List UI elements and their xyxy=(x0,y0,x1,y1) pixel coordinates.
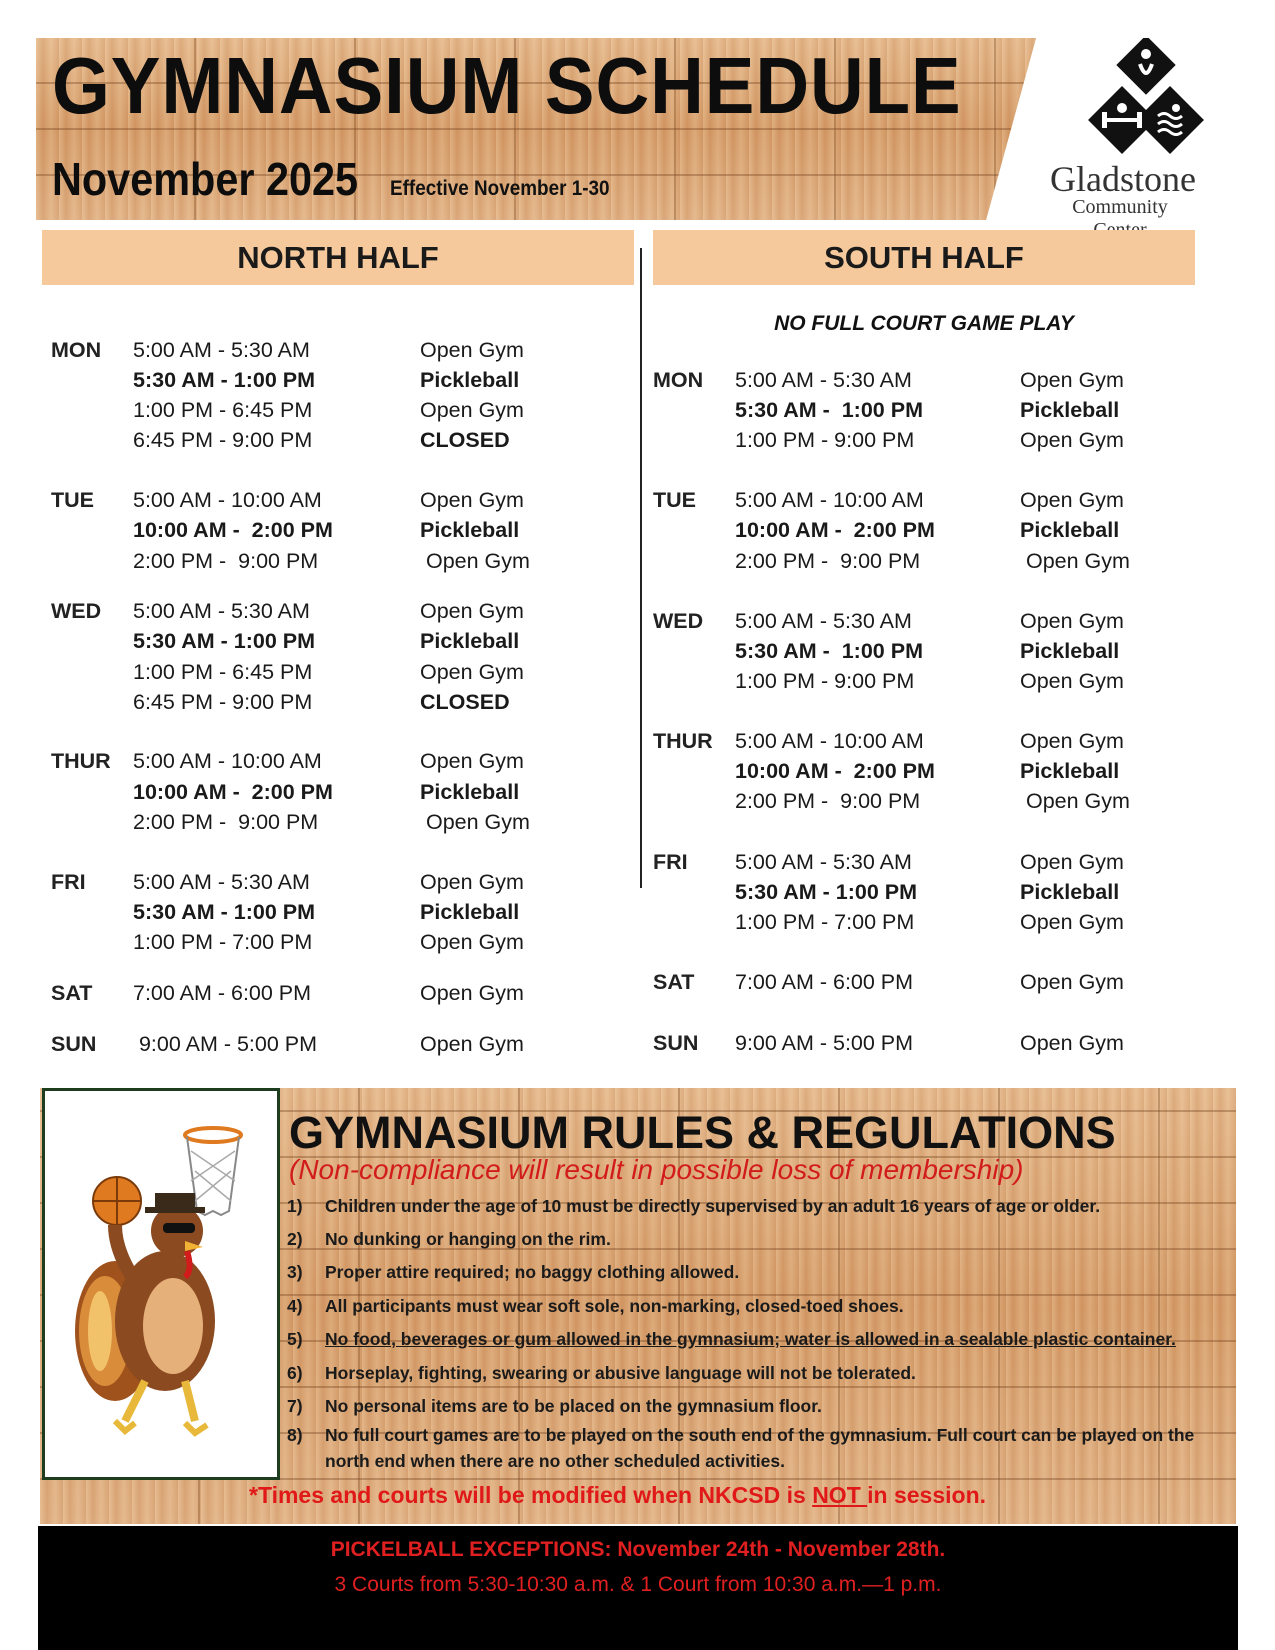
activity: Open Gym xyxy=(420,488,524,512)
rule-item xyxy=(287,1363,916,1384)
day-label-sat: SAT xyxy=(51,981,93,1005)
time-range: 2:00 PM - 9:00 PM xyxy=(133,549,319,573)
activity: Open Gym xyxy=(1020,729,1124,753)
time-range: 5:00 AM - 5:30 AM xyxy=(133,870,310,894)
activity: Pickleball xyxy=(1020,518,1120,542)
rule-item xyxy=(287,1425,1194,1446)
times-note-not: NOT xyxy=(812,1482,868,1508)
day-label-tue: TUE xyxy=(51,488,94,512)
time-range: 5:30 AM - 1:00 PM xyxy=(133,629,316,653)
activity: Open Gym xyxy=(420,549,530,573)
pickleball-exceptions-detail: 3 Courts from 5:30-10:30 a.m. & 1 Court from 10:30 a.m.—1 p.m. xyxy=(334,1573,942,1596)
activity: Pickleball xyxy=(1020,759,1120,783)
activity: Open Gym xyxy=(420,338,524,362)
rule-item xyxy=(287,1296,904,1317)
column-divider xyxy=(640,248,642,888)
page-title: GYMNASIUM SCHEDULE xyxy=(52,41,962,130)
activity: Open Gym xyxy=(1020,609,1124,633)
time-range: 5:00 AM - 5:30 AM xyxy=(133,338,310,362)
activity: Open Gym xyxy=(420,660,524,684)
time-range: 2:00 PM - 9:00 PM xyxy=(133,810,319,834)
activity: Open Gym xyxy=(1020,368,1124,392)
rule-number: 3) xyxy=(287,1262,303,1282)
time-range: 1:00 PM - 6:45 PM xyxy=(133,398,313,422)
activity: CLOSED xyxy=(420,428,510,452)
rule-text: Children under the age of 10 must be directly supervised by an adult 16 years of age or older. xyxy=(325,1196,1101,1216)
activity: Pickleball xyxy=(1020,398,1120,422)
time-range: 1:00 PM - 7:00 PM xyxy=(735,910,915,934)
activity: Open Gym xyxy=(420,749,524,773)
day-label-wed: WED xyxy=(51,599,102,623)
activity: Pickleball xyxy=(1020,880,1120,904)
rule-text: No personal items are to be placed on the gymnasium floor. xyxy=(325,1396,822,1416)
south-note: NO FULL COURT GAME PLAY xyxy=(774,312,1074,335)
activity: Open Gym xyxy=(420,810,530,834)
day-label-thur: THUR xyxy=(51,749,111,773)
activity: Pickleball xyxy=(420,368,520,392)
time-range: 5:30 AM - 1:00 PM xyxy=(133,900,316,924)
south-half-heading: SOUTH HALF xyxy=(653,230,1195,285)
time-range: 1:00 PM - 9:00 PM xyxy=(735,428,915,452)
time-range: 2:00 PM - 9:00 PM xyxy=(735,549,921,573)
rule-item xyxy=(287,1451,785,1472)
rule-number: 8) xyxy=(287,1425,303,1445)
month-title: November 2025 xyxy=(52,153,359,205)
rule-number: 1) xyxy=(287,1196,303,1216)
rule-item xyxy=(287,1262,739,1283)
activity: Pickleball xyxy=(420,900,520,924)
activity: Open Gym xyxy=(1020,549,1130,573)
activity: Open Gym xyxy=(1020,1031,1124,1055)
logo-subtitle: Community xyxy=(1072,196,1168,218)
time-range: 10:00 AM - 2:00 PM xyxy=(133,780,333,804)
time-range: 6:45 PM - 9:00 PM xyxy=(133,690,313,714)
time-range: 5:30 AM - 1:00 PM xyxy=(735,639,923,663)
day-label-sun: SUN xyxy=(51,1032,97,1056)
time-range: 5:30 AM - 1:00 PM xyxy=(735,880,918,904)
rule-text: Horseplay, fighting, swearing or abusive language will not be tolerated. xyxy=(325,1363,916,1383)
time-range: 5:00 AM - 10:00 AM xyxy=(133,749,322,773)
time-range: 10:00 AM - 2:00 PM xyxy=(133,518,333,542)
north-half-heading: NORTH HALF xyxy=(42,230,634,285)
day-label-sun: SUN xyxy=(653,1031,699,1055)
time-range: 9:00 AM - 5:00 PM xyxy=(735,1031,914,1055)
activity: Open Gym xyxy=(420,981,524,1005)
day-label-fri: FRI xyxy=(653,850,688,874)
time-range: 5:30 AM - 1:00 PM xyxy=(735,398,923,422)
time-range: 1:00 PM - 9:00 PM xyxy=(735,669,915,693)
activity: Open Gym xyxy=(1020,789,1130,813)
activity: Open Gym xyxy=(1020,910,1124,934)
rule-text: Proper attire required; no baggy clothing allowed. xyxy=(325,1262,740,1282)
activity: Open Gym xyxy=(420,398,524,422)
time-range: 6:45 PM - 9:00 PM xyxy=(133,428,313,452)
rule-item xyxy=(287,1329,1176,1350)
pickleball-exceptions-title: PICKELBALL EXCEPTIONS: November 24th - November 28th. xyxy=(330,1538,946,1561)
time-range: 5:00 AM - 10:00 AM xyxy=(735,729,924,753)
activity: Open Gym xyxy=(420,870,524,894)
activity: Open Gym xyxy=(420,599,524,623)
rule-text: All participants must wear soft sole, non-marking, closed-toed shoes. xyxy=(325,1296,904,1316)
logo-name: Gladstone xyxy=(1050,159,1196,199)
activity: Open Gym xyxy=(1020,669,1124,693)
activity: Pickleball xyxy=(420,518,520,542)
time-range: 10:00 AM - 2:00 PM xyxy=(735,518,935,542)
time-range: 7:00 AM - 6:00 PM xyxy=(735,970,914,994)
time-range: 5:00 AM - 5:30 AM xyxy=(133,599,310,623)
activity: Open Gym xyxy=(1020,850,1124,874)
rule-text: No full court games are to be played on the south end of the gymnasium. Full court can be played on the xyxy=(325,1425,1195,1445)
activity: Pickleball xyxy=(420,629,520,653)
time-range: 2:00 PM - 9:00 PM xyxy=(735,789,921,813)
day-label-thur: THUR xyxy=(653,729,713,753)
time-range: 7:00 AM - 6:00 PM xyxy=(133,981,312,1005)
effective-dates: Effective November 1-30 xyxy=(390,177,610,200)
rule-number: 7) xyxy=(287,1396,303,1416)
time-range: 1:00 PM - 6:45 PM xyxy=(133,660,313,684)
day-label-tue: TUE xyxy=(653,488,696,512)
rule-text: north end when there are no other scheduled activities. xyxy=(325,1451,785,1471)
rules-subtitle: (Non-compliance will result in possible loss of membership) xyxy=(289,1154,1024,1185)
rule-number: 2) xyxy=(287,1229,303,1249)
time-range: 1:00 PM - 7:00 PM xyxy=(133,930,313,954)
rule-item xyxy=(287,1396,822,1417)
times-note-pre: *Times and courts will be modified when NKCSD is xyxy=(249,1482,813,1508)
rule-number: 4) xyxy=(287,1296,303,1316)
rule-text: No food, beverages or gum allowed in the gymnasium; water is allowed in a sealable plastic container. xyxy=(325,1329,1176,1349)
rule-text: No dunking or hanging on the rim. xyxy=(325,1229,611,1249)
rule-item xyxy=(287,1196,1100,1217)
day-label-mon: MON xyxy=(653,368,704,392)
time-range: 5:00 AM - 5:30 AM xyxy=(735,850,912,874)
activity: Pickleball xyxy=(1020,639,1120,663)
day-label-wed: WED xyxy=(653,609,704,633)
basketball-turkey-icon xyxy=(45,1091,277,1477)
times-note-post: in session. xyxy=(867,1482,987,1508)
rule-item xyxy=(287,1229,611,1250)
activity: Open Gym xyxy=(420,1032,524,1056)
times-note xyxy=(249,1482,986,1509)
rule-number: 5) xyxy=(287,1329,303,1349)
time-range: 5:00 AM - 5:30 AM xyxy=(735,609,912,633)
day-label-mon: MON xyxy=(51,338,102,362)
activity: Open Gym xyxy=(1020,970,1124,994)
activity: CLOSED xyxy=(420,690,510,714)
activity: Open Gym xyxy=(420,930,524,954)
time-range: 5:00 AM - 10:00 AM xyxy=(133,488,322,512)
time-range: 10:00 AM - 2:00 PM xyxy=(735,759,935,783)
activity: Open Gym xyxy=(1020,428,1124,452)
activity: Pickleball xyxy=(420,780,520,804)
time-range: 5:30 AM - 1:00 PM xyxy=(133,368,316,392)
rule-number: 6) xyxy=(287,1363,303,1383)
time-range: 5:00 AM - 5:30 AM xyxy=(735,368,912,392)
day-label-fri: FRI xyxy=(51,870,86,894)
day-label-sat: SAT xyxy=(653,970,695,994)
activity: Open Gym xyxy=(1020,488,1124,512)
rules-title: GYMNASIUM RULES & REGULATIONS xyxy=(289,1107,1116,1158)
turkey-image-frame xyxy=(42,1088,280,1480)
time-range: 9:00 AM - 5:00 PM xyxy=(133,1032,318,1056)
time-range: 5:00 AM - 10:00 AM xyxy=(735,488,924,512)
